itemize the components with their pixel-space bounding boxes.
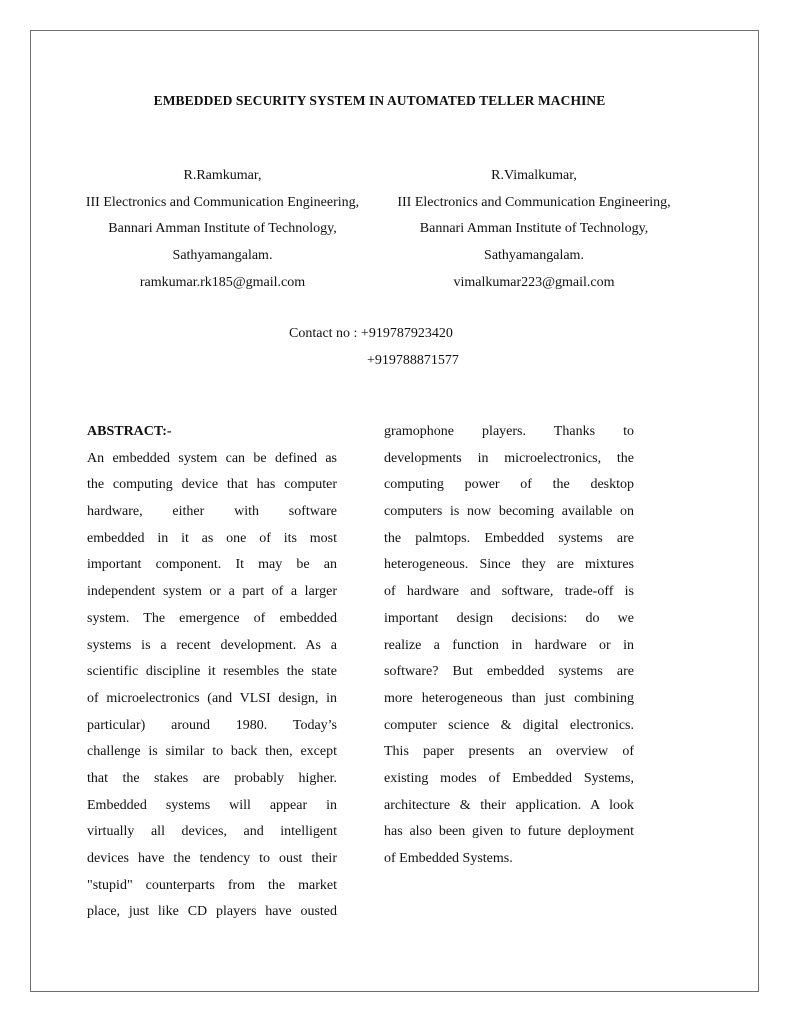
abstract-line: virtually all devices, and intelligent bbox=[87, 824, 337, 840]
author-name: R.Vimalkumar, bbox=[491, 168, 577, 183]
abstract-line: more heterogeneous than just combining bbox=[384, 690, 634, 706]
abstract-line: the computing device that has computer bbox=[87, 477, 337, 493]
abstract-line: Embedded systems will appear in bbox=[87, 797, 337, 813]
author-institute: Bannari Amman Institute of Technology, bbox=[419, 221, 649, 237]
abstract-line: hardware, either with software bbox=[87, 504, 337, 520]
abstract-line: important design decisions: do we bbox=[384, 610, 634, 626]
contact-phone-2: +919788871577 bbox=[367, 352, 459, 368]
abstract-column-right bbox=[384, 419, 634, 873]
abstract-column-left bbox=[87, 419, 337, 926]
abstract-line: independent system or a part of a larger bbox=[87, 584, 337, 600]
abstract-line: that the stakes are probably higher. bbox=[87, 770, 337, 786]
abstract-line: embedded in it as one of its most bbox=[87, 530, 337, 546]
abstract-line: of hardware and software, trade-off is bbox=[384, 584, 634, 600]
abstract-line: realize a function in hardware or in bbox=[384, 637, 634, 653]
abstract-heading: ABSTRACT:- bbox=[87, 424, 172, 439]
abstract-line: An embedded system can be defined as bbox=[87, 450, 337, 466]
abstract-line: has also been given to future deployment bbox=[384, 824, 634, 840]
author-city: Sathyamangalam. bbox=[172, 248, 273, 264]
abstract-line: computers is now becoming available on bbox=[384, 504, 634, 520]
author-institute: Bannari Amman Institute of Technology, bbox=[108, 221, 337, 237]
contact-block bbox=[289, 321, 459, 374]
paper-title: EMBEDDED SECURITY SYSTEM IN AUTOMATED TELLER MACHINE bbox=[153, 93, 606, 108]
abstract-line: place, just like CD players have ousted bbox=[87, 904, 337, 920]
abstract-line: scientific discipline it resembles the state bbox=[87, 664, 337, 680]
abstract-line: computing power of the desktop bbox=[384, 477, 634, 493]
author-name: R.Ramkumar, bbox=[183, 168, 262, 183]
abstract-line: This paper presents an overview of bbox=[384, 744, 634, 760]
author-department: III Electronics and Communication Engineering, bbox=[397, 194, 671, 210]
abstract-line: devices have the tendency to oust their bbox=[87, 851, 337, 866]
author-email: vimalkumar223@gmail.com bbox=[453, 274, 615, 290]
author-department: III Electronics and Communication Engineering, bbox=[85, 194, 360, 210]
abstract-line: systems is a recent development. As a bbox=[87, 637, 337, 653]
abstract-line: of Embedded Systems. bbox=[384, 851, 513, 866]
abstract-line: the palmtops. Embedded systems are bbox=[384, 530, 634, 546]
author-block-2 bbox=[383, 163, 685, 296]
abstract-line: "stupid" counterparts from the market bbox=[87, 877, 337, 893]
abstract-line: particular) around 1980. Today’s bbox=[87, 717, 337, 733]
abstract-line: software? But embedded systems are bbox=[384, 664, 634, 680]
contact-phone-1: Contact no : +919787923420 bbox=[289, 326, 453, 341]
abstract-line: developments in microelectronics, the bbox=[384, 450, 634, 466]
abstract-line: challenge is similar to back then, except bbox=[87, 744, 337, 760]
abstract-line: of microelectronics (and VLSI design, in bbox=[87, 690, 337, 706]
abstract-line: system. The emergence of embedded bbox=[87, 610, 337, 626]
author-city: Sathyamangalam. bbox=[484, 248, 584, 264]
abstract-line: existing modes of Embedded Systems, bbox=[384, 770, 634, 786]
abstract-line: important component. It may be an bbox=[87, 557, 337, 573]
author-block-1 bbox=[70, 163, 375, 296]
abstract-line: architecture & their application. A look bbox=[384, 797, 634, 813]
abstract-line: heterogeneous. Since they are mixtures bbox=[384, 557, 634, 573]
abstract-line: gramophone players. Thanks to bbox=[384, 424, 634, 439]
author-email: ramkumar.rk185@gmail.com bbox=[139, 274, 306, 290]
abstract-line: computer science & digital electronics. bbox=[384, 717, 634, 733]
